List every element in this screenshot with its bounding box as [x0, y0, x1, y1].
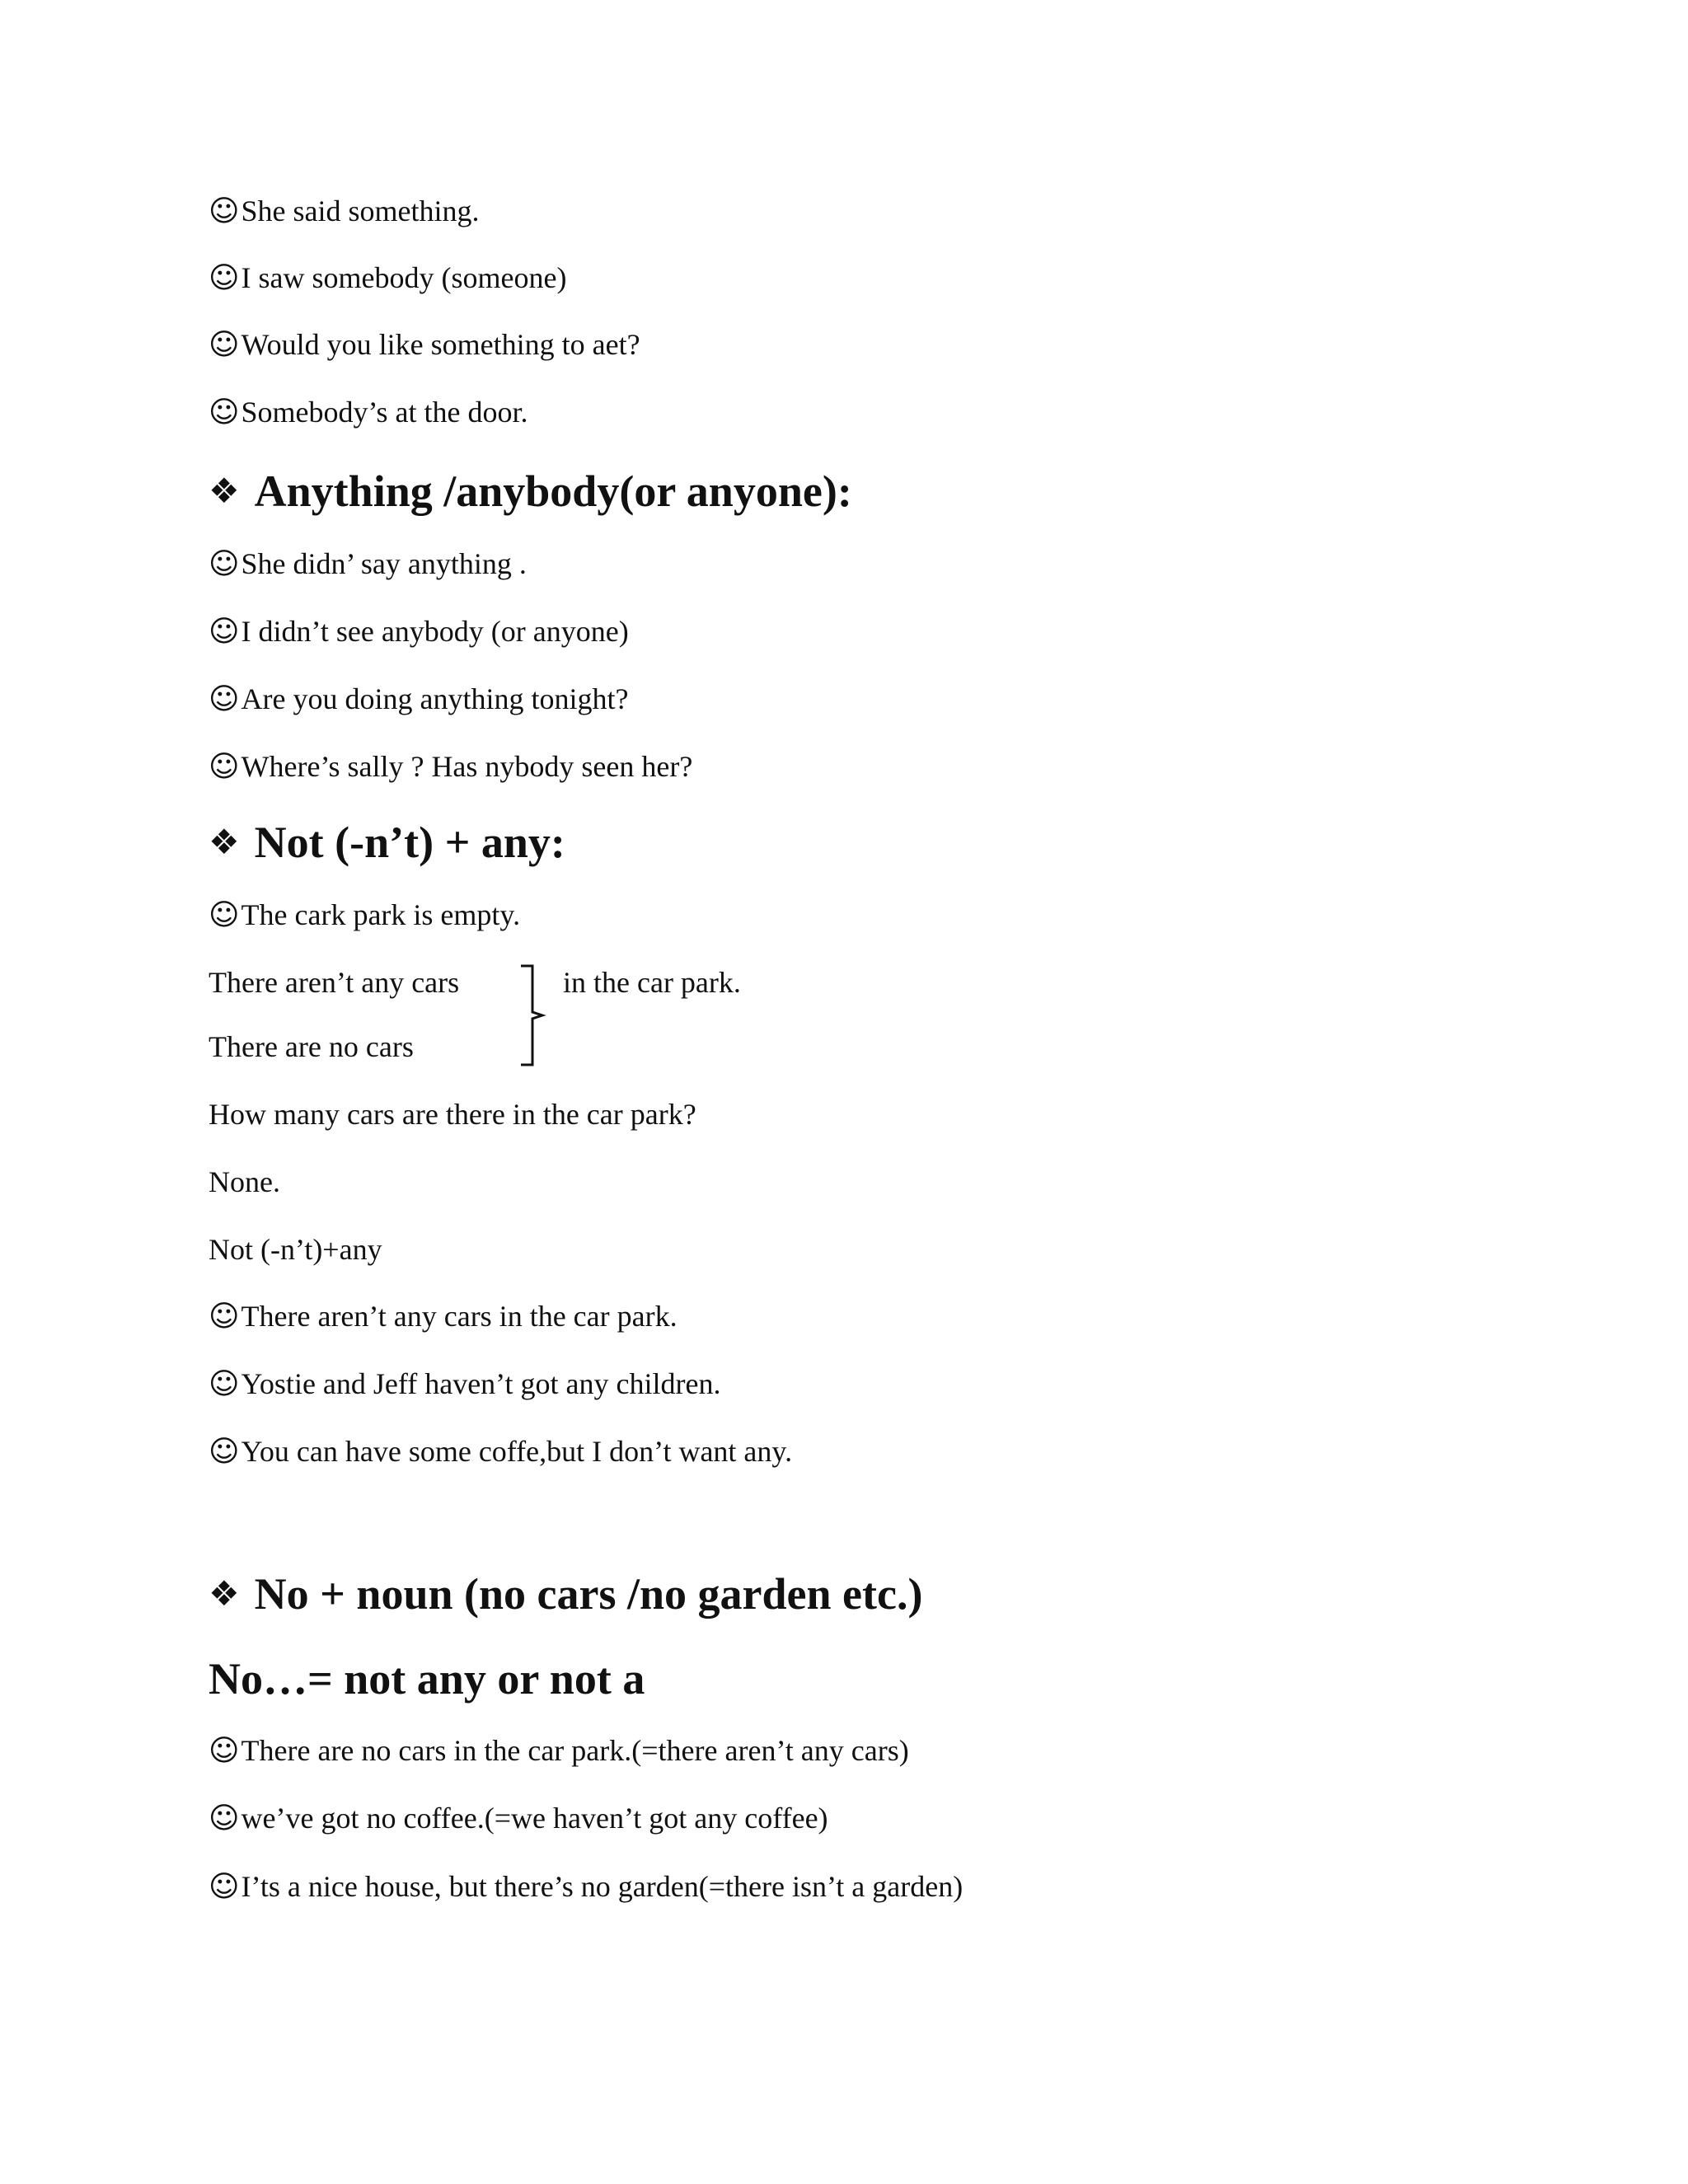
diamond-bullet-icon: ❖ [209, 471, 240, 511]
example-line [209, 1433, 792, 1470]
example-text: I didn’t see anybody (or anyone) [241, 615, 629, 648]
smiley-icon: ☺ [209, 194, 240, 228]
smiley-icon: ☺ [209, 396, 240, 429]
smiley-icon: ☺ [209, 1802, 240, 1835]
smiley-icon: ☺ [209, 1367, 240, 1401]
smiley-icon: ☺ [209, 1435, 240, 1469]
example-text: You can have some coffe,but I don’t want any. [241, 1435, 793, 1468]
example-line [209, 613, 629, 650]
answer-line: None. [209, 1165, 280, 1198]
section-heading-not-any [209, 816, 565, 869]
heading-text: Not (-n’t) + any: [254, 818, 565, 867]
example-line [209, 1868, 963, 1905]
bracket-line: There are no cars [209, 1030, 414, 1063]
smiley-icon: ☺ [209, 615, 240, 649]
section-heading-no-noun [209, 1568, 922, 1620]
right-brace-icon [518, 963, 554, 1068]
example-text: Yostie and Jeff haven’t got any children. [241, 1367, 721, 1400]
example-text: I’ts a nice house, but there’s no garden(=there isn’t a garden) [241, 1870, 964, 1903]
example-text: There aren’t any cars in the car park. [241, 1300, 678, 1333]
example-text: I saw somebody (someone) [241, 261, 567, 294]
heading-text: No + noun (no cars /no garden etc.) [254, 1569, 923, 1619]
example-text: The cark park is empty. [241, 898, 521, 931]
section-heading-anything [209, 465, 852, 518]
smiley-icon: ☺ [209, 328, 240, 362]
smiley-icon: ☺ [209, 1300, 240, 1333]
diamond-bullet-icon: ❖ [209, 1573, 240, 1614]
smiley-icon: ☺ [209, 261, 240, 295]
smiley-icon: ☺ [209, 682, 240, 716]
smiley-icon: ☺ [209, 1734, 240, 1768]
example-line [209, 1298, 678, 1335]
question-line: How many cars are there in the car park? [209, 1098, 696, 1131]
heading-text: Anything /anybody(or anyone): [254, 466, 852, 516]
example-line [209, 260, 566, 297]
example-line [209, 394, 528, 431]
example-text: Where’s sally ? Has nybody seen her? [241, 750, 693, 783]
subheading: No…= not any or not a [209, 1654, 645, 1704]
example-line [209, 193, 480, 230]
smiley-icon: ☺ [209, 898, 240, 932]
rule-line: Not (-n’t)+any [209, 1233, 382, 1266]
example-text: She said something. [241, 194, 480, 227]
example-line [209, 326, 640, 363]
example-text: There are no cars in the car park.(=there aren’t any cars) [241, 1734, 909, 1767]
diamond-bullet-icon: ❖ [209, 822, 240, 862]
example-line [209, 748, 692, 785]
example-line [209, 897, 520, 934]
smiley-icon: ☺ [209, 1870, 240, 1904]
example-line [209, 1732, 909, 1769]
example-line [209, 546, 527, 583]
bracket-line: There aren’t any cars [209, 966, 460, 999]
bracket-suffix: in the car park. [563, 966, 741, 999]
example-line [209, 1366, 720, 1403]
example-line [209, 681, 628, 718]
example-line [209, 1800, 828, 1837]
example-text: Would you like something to aet? [241, 328, 640, 361]
example-text: Somebody’s at the door. [241, 396, 528, 429]
example-text: Are you doing anything tonight? [241, 682, 629, 715]
example-text: we’ve got no coffee.(=we haven’t got any coffee) [241, 1802, 828, 1835]
example-text: She didn’ say anything . [241, 547, 527, 580]
smiley-icon: ☺ [209, 750, 240, 784]
smiley-icon: ☺ [209, 547, 240, 581]
